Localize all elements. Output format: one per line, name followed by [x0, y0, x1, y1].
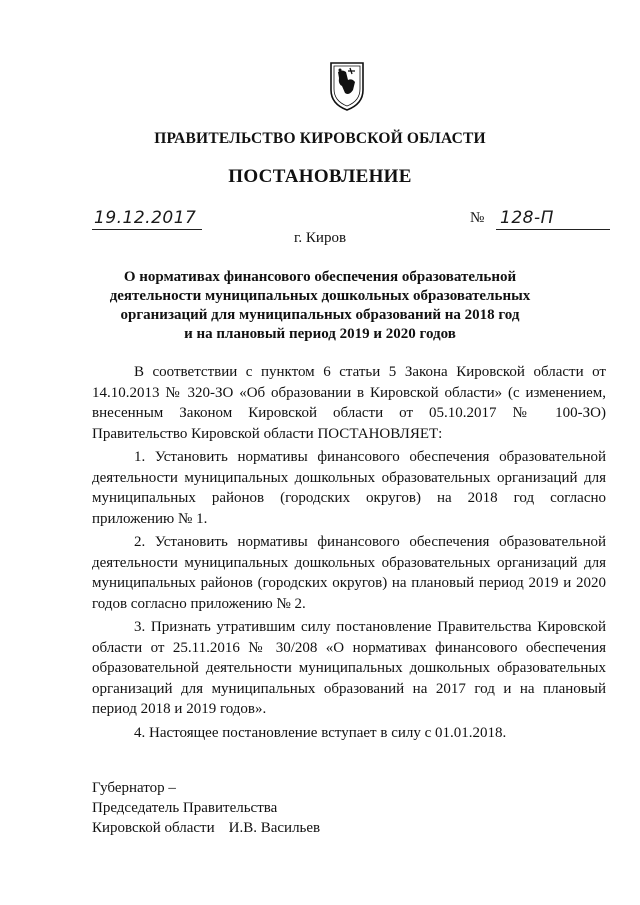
title-line: О нормативах финансового обеспечения образовательной — [123, 269, 517, 285]
number-handwritten: 128-П — [500, 208, 554, 228]
signatory-name: И.В. Васильев — [228, 820, 321, 836]
clause-4: 4. Настоящее постановление вступает в силу с 01.01.2018. — [134, 724, 507, 741]
clause-1: 1. Установить нормативы финансового обеспечения образовательной деятельности муниципальных дошкольных образовательных организаций для муниципальных районов (городских округов) на 2018 год согласно приложению № 1. — [92, 449, 606, 527]
title-line: и на плановый период 2019 и 2020 годов — [184, 326, 456, 342]
date-handwritten: 19.12.2017 — [94, 208, 197, 228]
city: г. Киров — [293, 230, 347, 246]
document-body — [92, 362, 606, 746]
kirov-oblast-coat-of-arms-icon — [328, 60, 366, 112]
signatory-line-3 — [92, 818, 320, 838]
signatory-region: Кировской области — [92, 820, 215, 836]
document-type: ПОСТАНОВЛЕНИЕ — [228, 166, 412, 187]
title-line: деятельности муниципальных дошкольных образовательных — [109, 288, 531, 304]
signatory-title-1: Губернатор – — [92, 780, 176, 796]
signature-block — [92, 778, 320, 838]
document-title — [90, 268, 550, 344]
clause-3: 3. Признать утратившим силу постановление Правительства Кировской области от 25.11.2016 № 30/208 «О нормативах финансового обеспечения образовательной деятельности муниципальных дошкольных образовательных организаций для муниципальных образований на 2017 год и на плановый период 2018 и 2019 годов». — [92, 619, 606, 717]
preamble-paragraph: В соответствии с пунктом 6 статьи 5 Закона Кировской области от 14.10.2013 № 320-ЗО «Об образовании в Кировской области» (с изменением, внесенным Законом Кировской области от 05.10.2017 № 100-ЗО) Правительство Кировской области ПОСТАНОВЛЯЕТ: — [92, 364, 606, 442]
number-sign: № — [470, 210, 485, 226]
organization-name: ПРАВИТЕЛЬСТВО КИРОВСКОЙ ОБЛАСТИ — [154, 130, 486, 147]
clause-2: 2. Установить нормативы финансового обеспечения образовательной деятельности муниципальных дошкольных образовательных организаций для муниципальных районов (городских округов) на плановый период 2019 и 2020 годов согласно приложению № 2. — [92, 534, 606, 612]
signatory-title-2: Председатель Правительства — [92, 800, 278, 816]
title-line: организаций для муниципальных образований на 2018 год — [120, 307, 520, 323]
